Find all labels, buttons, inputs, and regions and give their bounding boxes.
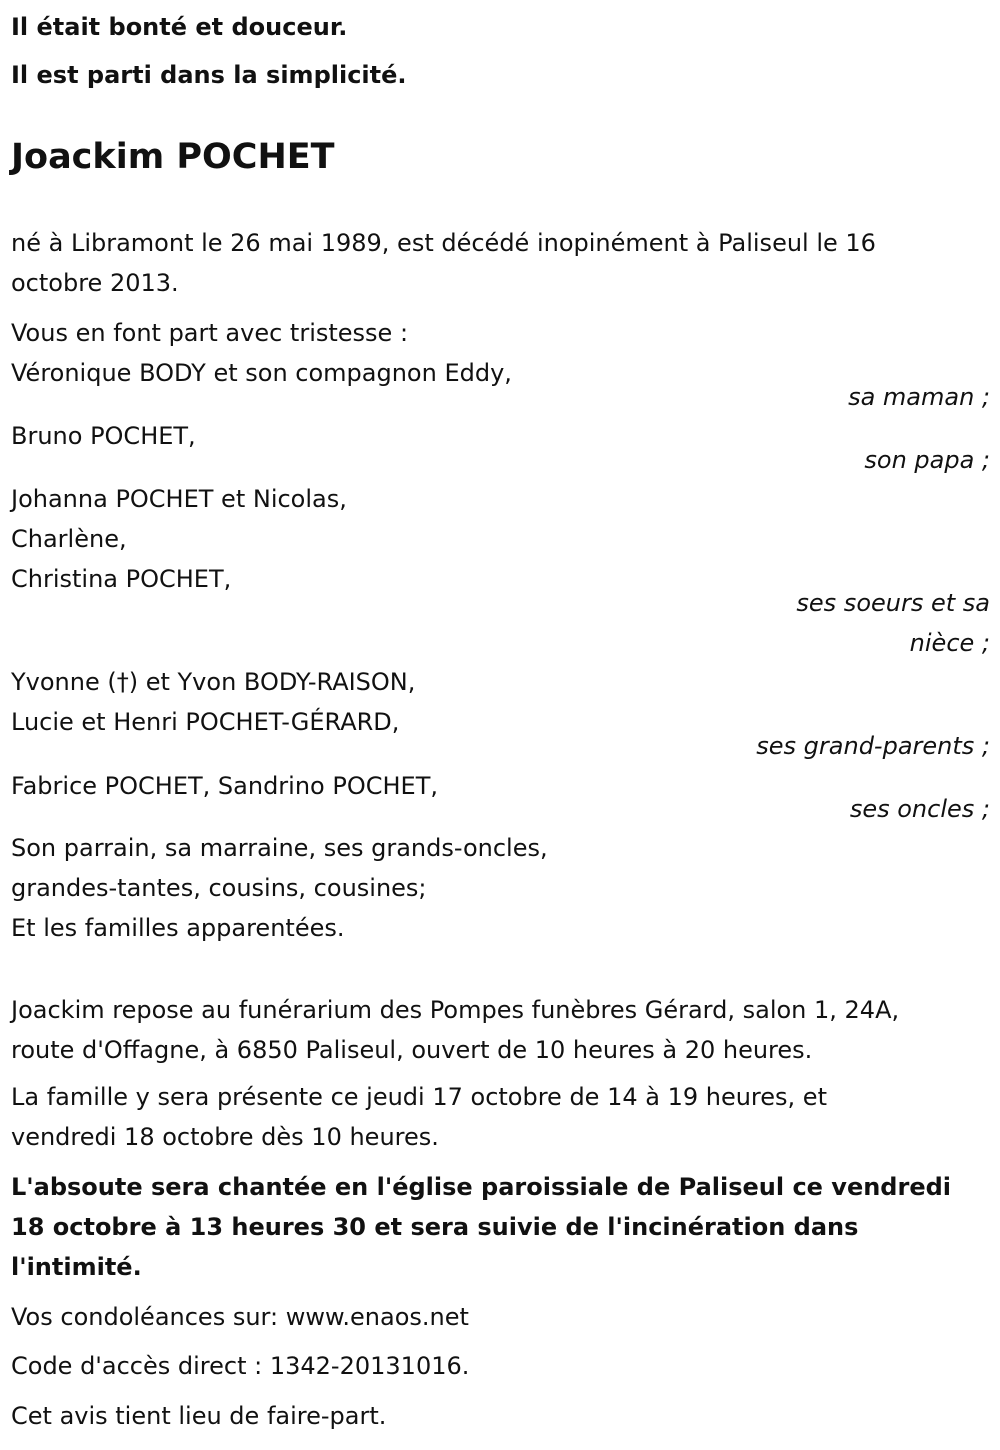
condolences-text: Vos condoléances sur: www.enaos.net	[11, 1303, 469, 1331]
intro-line: né à Libramont le 26 mai 1989, est décédé inopinément à Paliseul le 16	[11, 229, 876, 257]
ceremony-line: 18 octobre à 13 heures 30 et sera suivie de l'incinération dans	[11, 1213, 859, 1241]
family-name: Bruno POCHET,	[11, 422, 196, 450]
family-name: Véronique BODY et son compagnon Eddy,	[11, 359, 512, 387]
visits-line: vendredi 18 octobre dès 10 heures.	[11, 1123, 439, 1151]
announce-text: Vous en font part avec tristesse :	[11, 319, 409, 347]
epigraph-line: Il est parti dans la simplicité.	[11, 61, 407, 89]
access-code-text: Code d'accès direct : 1342-20131016.	[11, 1352, 470, 1380]
family-name: Lucie et Henri POCHET-GÉRARD,	[11, 708, 400, 736]
visits-line: La famille y sera présente ce jeudi 17 octobre de 14 à 19 heures, et	[11, 1083, 827, 1111]
family-relation: son papa ;	[864, 446, 990, 474]
funerarium-line: Joackim repose au funérarium des Pompes funèbres Gérard, salon 1, 24A,	[11, 996, 900, 1024]
ceremony-line: L'absoute sera chantée en l'église paroissiale de Paliseul ce vendredi	[11, 1173, 952, 1201]
family-relation: nièce ;	[909, 629, 990, 657]
others-line: grandes-tantes, cousins, cousines;	[11, 874, 427, 902]
epigraph-line: Il était bonté et douceur.	[11, 13, 348, 41]
family-name: Yvonne (†) et Yvon BODY-RAISON,	[11, 668, 416, 696]
family-name: Fabrice POCHET, Sandrino POCHET,	[11, 772, 438, 800]
funerarium-line: route d'Offagne, à 6850 Paliseul, ouvert de 10 heures à 20 heures.	[11, 1036, 813, 1064]
family-name: Christina POCHET,	[11, 565, 232, 593]
ceremony-line: l'intimité.	[11, 1253, 142, 1281]
others-line: Son parrain, sa marraine, ses grands-oncles,	[11, 834, 548, 862]
family-relation: ses soeurs et sa	[796, 589, 990, 617]
family-relation: ses grand-parents ;	[756, 732, 990, 760]
others-line: Et les familles apparentées.	[11, 914, 345, 942]
closing-text: Cet avis tient lieu de faire-part.	[11, 1402, 387, 1430]
family-name: Johanna POCHET et Nicolas,	[11, 485, 347, 513]
family-relation: ses oncles ;	[849, 795, 990, 823]
deceased-name: Joackim POCHET	[11, 137, 335, 177]
family-name: Charlène,	[11, 525, 127, 553]
family-relation: sa maman ;	[848, 383, 990, 411]
intro-line: octobre 2013.	[11, 269, 179, 297]
